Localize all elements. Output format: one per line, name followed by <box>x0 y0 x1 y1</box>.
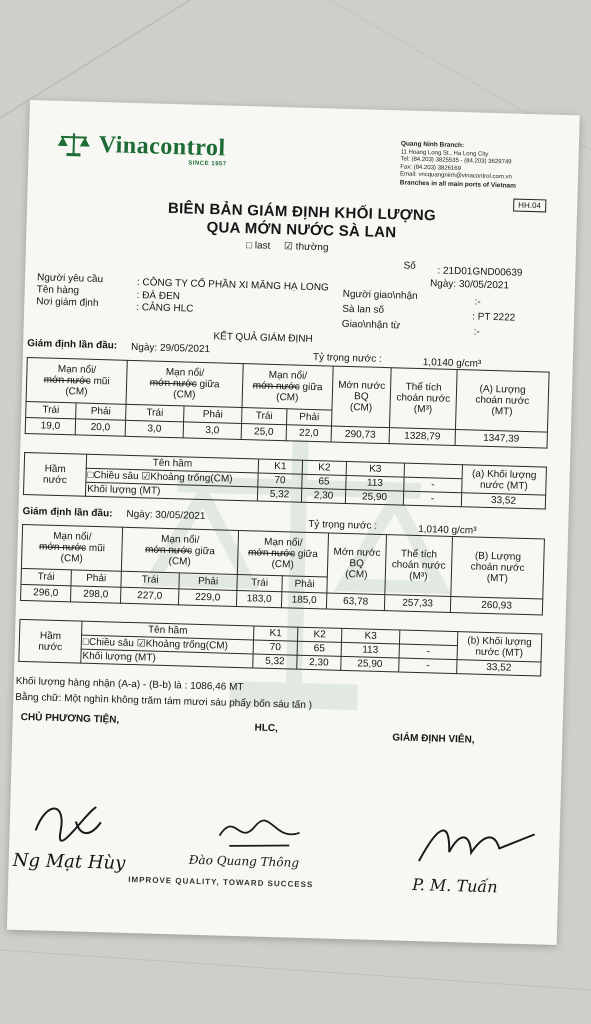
branch-info <box>400 140 517 191</box>
survey2-bow-starboard: 298,0 <box>71 586 121 603</box>
survey1-bow-starboard-label: Phải <box>76 403 126 420</box>
survey2-k1-header: K1 <box>254 626 298 641</box>
survey2-ullage-k4: - <box>399 644 457 660</box>
survey2-draft-table <box>20 524 545 616</box>
survey2-header-displacement: (B) Lượng choán nước (MT) <box>451 536 545 599</box>
goods-value: : ĐÁ ĐEN <box>136 290 181 303</box>
survey1-stern-port: 25,0 <box>241 424 286 441</box>
survey2-ullage-k1: 70 <box>253 640 297 655</box>
survey1-mid-starboard-label: Phải <box>184 406 242 424</box>
goods-label: Tên hàng <box>36 284 80 297</box>
option-normal: ☑ thường <box>283 241 329 254</box>
branch-tel: Tel: (84.203) 3825535 - (84.203) 3629749 <box>400 156 512 166</box>
place-label: Nơi giám định <box>36 296 99 309</box>
survey1-weight-k3: 25,90 <box>345 489 403 505</box>
survey1-displacement: 1347,39 <box>455 430 547 449</box>
survey1-header-mid: Mạn nổi/ mớn nước giữa (CM) <box>126 360 243 407</box>
survey2-weight-k1: 5,32 <box>253 654 297 669</box>
survey2-bow-port-label: Trái <box>21 568 71 585</box>
survey1-density-value: 1,0140 g/cm³ <box>422 357 482 370</box>
survey1-ullage-k2: 65 <box>302 474 346 489</box>
survey2-mid-starboard-label: Phải <box>179 573 237 591</box>
survey1-weight-k4: - <box>403 491 461 507</box>
survey1-ullage-label: □Chiều sâu ☑Khoảng trống(CM) <box>86 468 258 487</box>
branch-fax: Fax: (84.203) 3826169 <box>400 164 462 172</box>
survey1-header-stern: Mạn nổi/ mớn nước giữa (CM) <box>242 364 333 410</box>
survey1-weight-k1: 5,32 <box>257 487 301 502</box>
survey1-header-volume: Thể tích choán nước (M³) <box>390 368 458 430</box>
survey1-mid-starboard: 3,0 <box>183 422 241 440</box>
survey2-header-volume: Thể tích choán nước (M³) <box>385 535 453 597</box>
survey2-header-mean-draft: Mớn nước BQ (CM) <box>327 533 387 595</box>
survey1-k1-header: K1 <box>258 459 302 474</box>
survey2-weight-k2: 2,30 <box>297 655 341 670</box>
survey2-date: Ngày: 30/05/2021 <box>126 508 206 523</box>
balance-scale-icon <box>56 131 91 158</box>
barge-value: : PT 2222 <box>471 311 516 324</box>
survey1-weight-label: Khối lượng (MT) <box>85 482 257 501</box>
requester-label: Người yêu cầu <box>36 272 104 286</box>
survey2-bow-port: 296,0 <box>21 584 71 601</box>
survey1-stern-port-label: Trái <box>242 408 287 425</box>
receiver-label: Người giao\nhận <box>342 288 418 302</box>
report-number-label: Số <box>403 260 416 272</box>
branch-email: Email: vncquangninh@vinacontrol.com.vn <box>399 171 512 181</box>
report-title-line2: QUA MỚN NƯỚC SÀ LAN <box>206 218 397 242</box>
survey1-volume: 1328,79 <box>389 428 455 446</box>
survey2-tank-label: Hầm nước <box>19 619 82 663</box>
survey1-date: Ngày: 29/05/2021 <box>130 341 211 356</box>
survey2-volume: 257,33 <box>384 595 450 613</box>
inspector-signature-icon <box>409 811 541 875</box>
brand-since: SINCE 1957 <box>188 160 227 168</box>
survey1-density-label: Tỷ trọng nước : <box>312 352 382 365</box>
survey2-density-value: 1,0140 g/cm³ <box>418 524 477 537</box>
from-label: Giao\nhận từ <box>341 318 401 332</box>
company-slogan: IMPROVE QUALITY, TOWARD SUCCESS <box>128 875 314 890</box>
survey1-mid-port: 3,0 <box>125 420 183 438</box>
survey2-weight-k4: - <box>399 658 457 674</box>
survey2-displacement: 260,93 <box>450 596 542 615</box>
survey1-bow-port: 19,0 <box>25 418 75 435</box>
survey1-water-weight-label: (a) Khối lượng nước (MT) <box>462 465 547 495</box>
from-value: :- <box>473 326 480 338</box>
survey1-ullage-k3: 113 <box>346 475 404 491</box>
hlc-signature-icon <box>199 805 320 858</box>
result-title: KẾT QUẢ GIÁM ĐỊNH <box>213 331 313 345</box>
survey2-bow-starboard-label: Phải <box>71 570 121 587</box>
survey2-ullage-label: □Chiều sâu ☑Khoảng trống(CM) <box>81 635 253 654</box>
branch-address: 11 Hoang Long St., Ha Long City <box>400 148 489 158</box>
survey2-ullage-k2: 65 <box>297 641 341 656</box>
branch-ports: Branches in all main ports of Vietnam <box>399 179 517 190</box>
survey1-header-bow: Mạn nổi/ mớn nước mũi (CM) <box>26 358 127 405</box>
branch-name: Quang Ninh Branch: <box>400 140 465 150</box>
survey2-ullage-k3: 113 <box>341 642 399 658</box>
report-number: : 21D01GND00639 <box>437 265 523 279</box>
survey1-bow-starboard: 20,0 <box>75 419 125 436</box>
survey1-tank-name-header: Tên hầm <box>86 454 258 473</box>
survey2-water-weight: 33,52 <box>457 660 541 676</box>
survey1-ullage-k4: - <box>404 477 462 493</box>
survey1-mid-port-label: Trái <box>126 404 184 422</box>
receiver-value: :- <box>474 296 481 308</box>
survey2-mid-port-label: Trái <box>121 571 179 589</box>
report-date: Ngày: 30/05/2021 <box>429 278 510 292</box>
survey1-mean-draft: 290,73 <box>331 426 389 444</box>
hlc-signature-name: Đào Quang Thông <box>188 852 300 870</box>
barge-label: Sà lan số <box>342 303 385 316</box>
survey2-weight-k3: 25,90 <box>341 656 399 672</box>
signature-owner-title: CHỦ PHƯƠNG TIỆN, <box>20 711 120 726</box>
survey2-header-mid: Mạn nổi/ mớn nước giữa (CM) <box>121 527 238 574</box>
amount-in-words: Bằng chữ: Một nghìn không trăm tám mươi sáu phẩy bốn sáu tấn ) <box>15 691 313 712</box>
survey2-mid-starboard: 229,0 <box>178 589 236 607</box>
owner-signature-name: Ng Mạt Hùy <box>12 849 126 874</box>
survey1-header-mean-draft: Mớn nước BQ (CM) <box>332 366 392 428</box>
survey2-tank-name-header: Tên hầm <box>82 621 254 640</box>
survey2-stern-starboard: 185,0 <box>281 592 326 609</box>
survey2-mean-draft: 63,78 <box>326 593 384 611</box>
survey1-draft-table <box>25 357 550 449</box>
survey2-tank-table <box>18 619 542 677</box>
report-title-line1: BIÊN BẢN GIÁM ĐỊNH KHỐI LƯỢNG <box>167 199 437 225</box>
inspection-report-paper <box>7 100 580 945</box>
signature-hlc-title: HLC, <box>254 722 279 735</box>
brand-logo-text: Vinacontrol <box>98 131 226 162</box>
survey1-tank-label: Hầm nước <box>23 452 86 496</box>
survey2-header-bow: Mạn nổi/ mớn nước mũi (CM) <box>21 524 122 571</box>
survey2-header-stern: Mạn nổi/ mớn nước giữa (CM) <box>237 530 328 576</box>
option-last: □ last <box>245 240 271 252</box>
survey1-tank-table <box>23 452 547 510</box>
survey2-heading: Giám định lần đầu: <box>22 505 113 520</box>
inspector-signature-name: P. M. Tuấn <box>411 874 498 897</box>
survey1-heading: Giám định lần đầu: <box>27 338 118 352</box>
survey1-weight-k2: 2,30 <box>301 488 345 503</box>
survey1-stern-starboard: 22,0 <box>286 425 331 442</box>
survey1-ullage-k1: 70 <box>258 473 302 488</box>
survey2-stern-port-label: Trái <box>237 574 282 591</box>
place-value: : CẢNG HLC <box>136 302 194 315</box>
survey2-density-label: Tỷ trọng nước : <box>308 518 378 532</box>
signature-inspector-title: GIÁM ĐỊNH VIÊN, <box>392 732 475 746</box>
survey2-water-weight-label: (b) Khối lượng nước (MT) <box>457 632 542 662</box>
survey2-k2-header: K2 <box>297 627 341 642</box>
survey1-stern-starboard-label: Phải <box>287 409 332 426</box>
survey2-stern-starboard-label: Phải <box>282 576 327 593</box>
survey2-weight-label: Khối lượng (MT) <box>81 649 253 668</box>
survey1-k3-header: K3 <box>346 461 404 477</box>
survey1-water-weight: 33,52 <box>461 493 545 509</box>
survey1-k2-header: K2 <box>302 460 346 475</box>
form-code: HH.04 <box>513 199 546 213</box>
survey2-k3-header: K3 <box>341 628 399 644</box>
requester-value: : CÔNG TY CỔ PHẦN XI MĂNG HẠ LONG <box>136 277 329 294</box>
total-received-line: Khối lượng hàng nhận (A-a) - (B-b) là : 1086,46 MT <box>15 675 244 694</box>
survey2-mid-port: 227,0 <box>121 587 179 605</box>
survey1-bow-port-label: Trái <box>26 402 76 419</box>
survey2-stern-port: 183,0 <box>236 590 281 607</box>
survey1-header-displacement: (A) Lượng choán nước (MT) <box>455 370 549 433</box>
